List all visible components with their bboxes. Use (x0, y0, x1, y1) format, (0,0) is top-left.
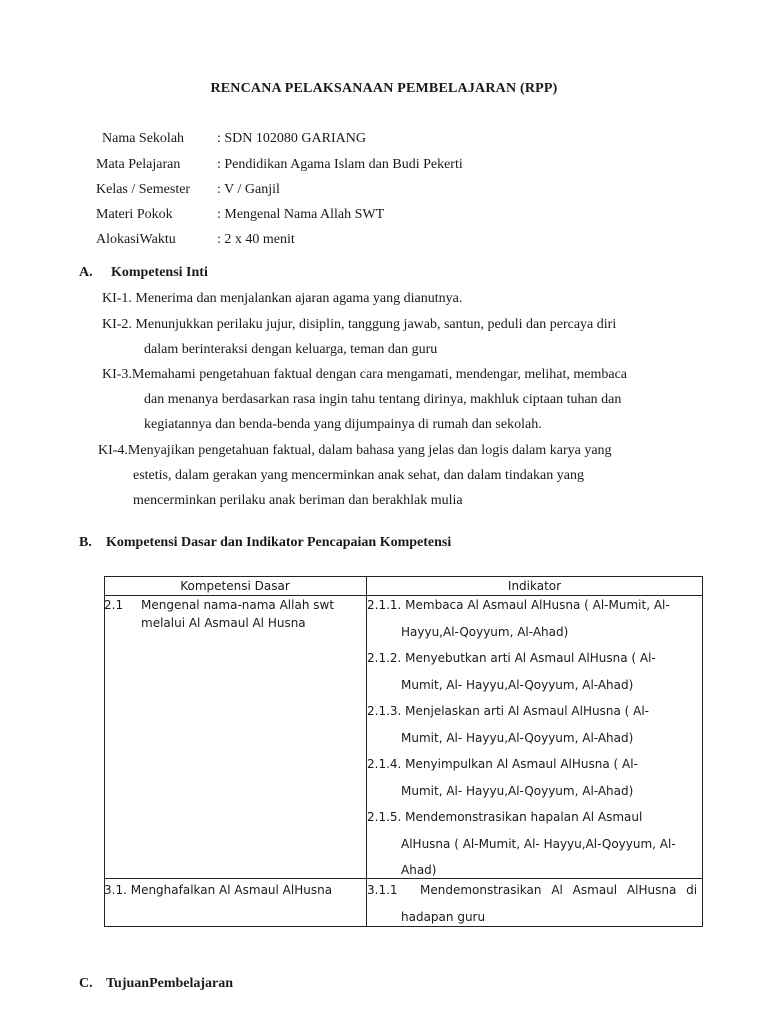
ki-line: KI-4.Menyajikan pengetahuan faktual, dalam bahasa yang jelas dan logis dalam karya yang (98, 443, 612, 458)
kd-indicator-table (104, 576, 703, 927)
table-border (104, 926, 703, 927)
identity-value: : Mengenal Nama Allah SWT (217, 207, 385, 222)
section-c-letter: C. (79, 976, 93, 991)
kd-text: 3.1. Menghafalkan Al Asmaul AlHusna (104, 883, 333, 897)
indicator-line: Hayyu,Al-Qoyyum, Al-Ahad) (401, 625, 569, 639)
table-header: Indikator (507, 579, 562, 593)
section-a-letter: A. (79, 265, 93, 280)
section-a-title: Kompetensi Inti (111, 265, 208, 280)
ki-line: mencerminkan perilaku anak beriman dan berakhlak mulia (133, 493, 463, 508)
identity-label: Kelas / Semester (96, 182, 191, 197)
ki-line: KI-2. Menunjukkan perilaku jujur, disiplin, tanggung jawab, santun, peduli dan percaya diri (102, 317, 617, 332)
indicator-line: Mumit, Al- Hayyu,Al-Qoyyum, Al-Ahad) (401, 784, 634, 798)
identity-label: Nama Sekolah (102, 131, 185, 146)
table-border (104, 576, 105, 927)
kd-number: 2.1 (104, 598, 124, 612)
table-border (702, 576, 703, 927)
indicator-line: 2.1.2. Menyebutkan arti Al Asmaul AlHusna ( Al- (367, 651, 656, 665)
indicator-line: 2.1.5. Mendemonstrasikan hapalan Al Asmaul (367, 810, 643, 824)
table-border (104, 878, 703, 879)
identity-value: : Pendidikan Agama Islam dan Budi Pekerti (217, 157, 463, 172)
section-b-letter: B. (79, 535, 92, 550)
indicator-line: AlHusna ( Al-Mumit, Al- Hayyu,Al-Qoyyum, Al- (401, 837, 676, 851)
section-b-title: Kompetensi Dasar dan Indikator Pencapaian Kompetensi (106, 535, 452, 550)
indicator-line: 2.1.3. Menjelaskan arti Al Asmaul AlHusna ( Al- (367, 704, 649, 718)
ki-line: dan menanya berdasarkan rasa ingin tahu tentang dirinya, makhluk ciptaan tuhan dan (144, 392, 622, 407)
identity-value: : V / Ganjil (217, 182, 280, 197)
kd-text: melalui Al Asmaul Al Husna (141, 616, 306, 630)
table-border (104, 576, 703, 577)
document-title: RENCANA PELAKSANAAN PEMBELAJARAN (RPP) (210, 81, 558, 96)
indicator-line: Mumit, Al- Hayyu,Al-Qoyyum, Al-Ahad) (401, 678, 634, 692)
indicator-line: Mendemonstrasikan Al Asmaul AlHusna di (420, 883, 698, 897)
ki-line: KI-1. Menerima dan menjalankan ajaran agama yang dianutnya. (102, 291, 463, 306)
indicator-line: 2.1.1. Membaca Al Asmaul AlHusna ( Al-Mumit, Al- (367, 598, 670, 612)
kd-text: Mengenal nama-nama Allah swt (141, 598, 335, 612)
ki-line: estetis, dalam gerakan yang mencerminkan anak sehat, dan dalam tindakan yang (133, 468, 584, 483)
identity-value: : SDN 102080 GARIANG (217, 131, 366, 146)
section-c-title: TujuanPembelajaran (106, 976, 234, 991)
indicator-line: Ahad) (401, 863, 437, 877)
indicator-line: 2.1.4. Menyimpulkan Al Asmaul AlHusna ( Al- (367, 757, 638, 771)
table-border (104, 595, 703, 596)
indicator-number: 3.1.1 (367, 883, 398, 897)
identity-value: : 2 x 40 menit (217, 232, 295, 247)
ki-line: dalam berinteraksi dengan keluarga, teman dan guru (144, 342, 438, 357)
identity-label: Mata Pelajaran (96, 157, 181, 172)
indicator-line: Mumit, Al- Hayyu,Al-Qoyyum, Al-Ahad) (401, 731, 634, 745)
ki-line: kegiatannya dan benda-benda yang dijumpainya di rumah dan sekolah. (144, 417, 542, 432)
ki-line: KI-3.Memahami pengetahuan faktual dengan cara mengamati, mendengar, melihat, membaca (102, 367, 627, 382)
table-border (366, 576, 367, 927)
identity-label: Materi Pokok (96, 207, 173, 222)
identity-label: AlokasiWaktu (96, 232, 176, 247)
indicator-line: hadapan guru (401, 910, 486, 924)
table-header: Kompetensi Dasar (180, 579, 290, 593)
